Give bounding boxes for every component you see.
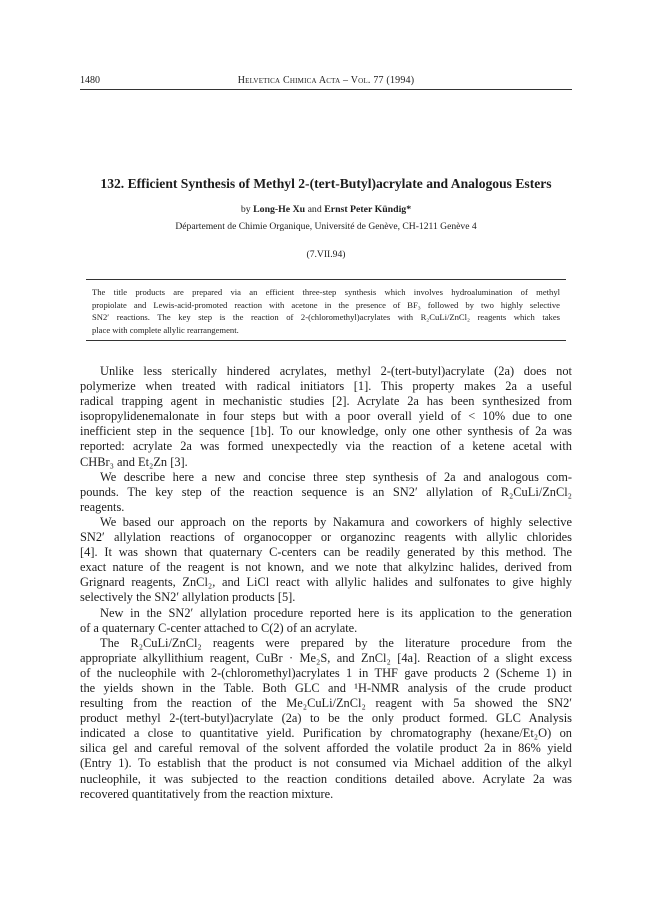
body-line: SN2′ allylation reactions of organocopper or organozinc reagents with allylic chlorides [80,530,572,545]
abstract-line: propiolate and Lewis-acid-promoted reaction with acetone in the presence of BF₃ followed by two highly selective [92,299,560,310]
body-line: of a quaternary C-center attached to C(2) of an acrylate. [80,620,358,635]
abstract [86,279,566,341]
body-line: of the nucleophile with 2-(chloromethyl)acrylates 1 in THF gave products 2 (Scheme 1) in [80,665,572,680]
body-line: indicated a close to quantitative yield. Purification by chromatography (hexane/Et₂O) on [80,726,572,741]
body-line: appropriate alkyllithium reagent, CuBr · Me₂S, and ZnCl₂ [4a]. Reaction of a slight excess [80,650,572,665]
byline [80,204,572,215]
body-line: resulting from the reaction of the Me₂CuLi/ZnCl₂ reagent with 5a showed the SN2′ [80,696,572,711]
page-number: 1480 [80,75,100,86]
body-line: polymerize when treated with radical initiators [1]. This property makes 2a a useful [80,379,572,394]
body-line: radical trapping agent in mechanistic studies [2]. Acrylate 2a has been synthesized from [80,394,572,409]
body-line: selectively the SN2′ allylation products [5]. [80,590,296,605]
journal-name: Helvetica Chimica Acta – Vol. 77 (1994) [237,75,415,86]
affiliation: Département de Chimie Organique, Université de Genève, CH-1211 Genève 4 [175,221,477,232]
body-line: product methyl 2-(tert-butyl)acrylate (2a) to be the only product formed. GLC Analysis [80,711,572,726]
body-line: exact nature of the reagent is not known, and we note that alkylzinc halides, derived from [80,560,572,575]
article-title: 132. Efficient Synthesis of Methyl 2-(tert-Butyl)acrylate and Analogous Esters [100,176,552,191]
body-line: reported: acrylate 2a was formed unexpectedly via the reaction of a ketene acetal with [80,439,572,454]
body-line: CHBr₃ and Et₂Zn [3]. [80,454,188,469]
body-line: Unlike less sterically hindered acrylates, methyl 2-(tert-butyl)acrylate (2a) does not [100,364,572,378]
author-2: Ernst Peter Kündig* [324,204,412,215]
body-line: recovered quantitatively from the reaction mixture. [80,786,334,801]
body-line: New in the SN2′ allylation procedure reported here is its application to the generation [100,605,572,620]
body-text [80,364,572,802]
received-date: (7.VII.94) [306,249,346,260]
body-line: (Entry 1). To establish that the product is not consumed via Michael addition of the alkyl [80,756,572,771]
body-line: [4]. It was shown that quaternary C-centers can be readily generated by this method. The [80,545,572,560]
byline-prefix: by [240,204,251,215]
abstract-line: The title products are prepared via an efficient three-step synthesis which involves hydroalumination of methyl [92,287,560,297]
body-line: the yields shown in the Table. Both GLC and ¹H-NMR analysis of the crude product [80,680,572,695]
body-line: reagents. [80,499,125,514]
abstract-line: place with complete allylic rearrangement. [92,324,239,335]
abstract-line: SN2′ reactions. The key step is the reaction of 2-(chloromethyl)acrylates with R₂CuLi/ZnCl₂ reagents which takes [92,312,560,323]
author-1: Long-He Xu [253,204,306,215]
body-line: isopropylidenemalonate in four steps but with a poor overall yield of < 10% due to one [80,409,572,424]
body-line: nucleophile, it was subjected to the reaction conditions detailed above. Acrylate 2a was [80,771,572,786]
body-line: Grignard reagents, ZnCl₂, and LiCl react with allylic halides and sulfonates to give highly [80,575,572,590]
byline-and: and [307,204,322,215]
body-line: The R₂CuLi/ZnCl₂ reagents were prepared by the literature procedure from the [100,635,572,650]
body-line: silica gel and careful removal of the solvent afforded the volatile product 2a in 86% yield [80,741,572,756]
body-line: inefficient step in the sequence [1b]. To our knowledge, only one other synthesis of 2a was [80,424,572,439]
body-line: We based our approach on the reports by Nakamura and coworkers of highly selective [100,514,572,529]
header-rule [80,89,572,90]
body-line: We describe here a new and concise three step synthesis of 2a and analogous com- [100,469,572,484]
body-line: pounds. The key step of the reaction sequence is an SN2′ allylation of R₂CuLi/ZnCl₂ [80,484,572,499]
